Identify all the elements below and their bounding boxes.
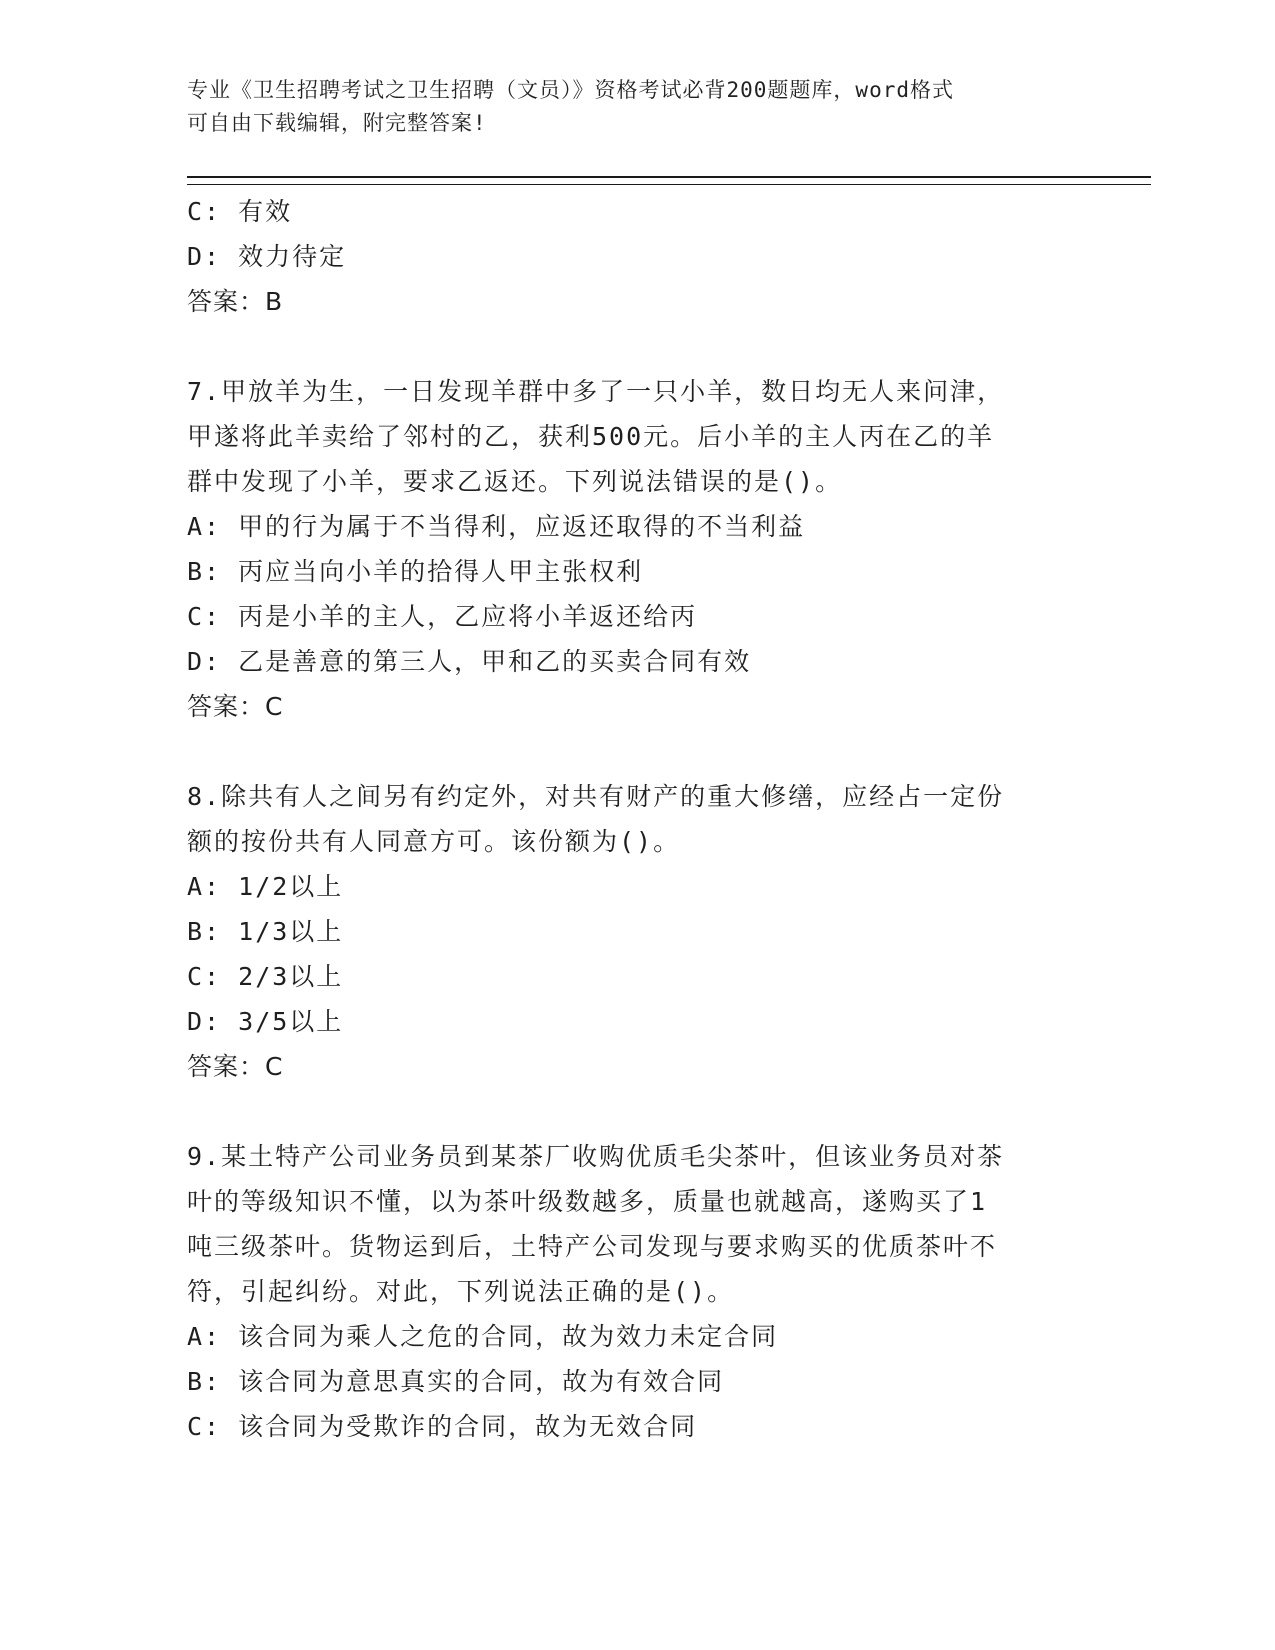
- answer-line: 答案：C: [187, 1052, 284, 1081]
- option-d: D: 乙是善意的第三人，甲和乙的买卖合同有效: [187, 647, 752, 676]
- question-stem-line: 叶的等级知识不懂，以为茶叶级数越多，质量也就越高，遂购买了1: [187, 1187, 988, 1216]
- question-stem-line: 吨三级茶叶。货物运到后，土特产公司发现与要求购买的优质茶叶不: [187, 1232, 998, 1261]
- option-b: B: 丙应当向小羊的拾得人甲主张权利: [187, 557, 644, 586]
- option-a: A: 该合同为乘人之危的合同，故为效力未定合同: [187, 1322, 779, 1351]
- header-divider: [187, 176, 1151, 185]
- option-d: D: 效力待定: [187, 242, 347, 271]
- page-header: [187, 74, 1067, 140]
- question-7: [187, 369, 1067, 729]
- answer-line: 答案：B: [187, 287, 284, 316]
- option-c: C: 丙是小羊的主人，乙应将小羊返还给丙: [187, 602, 698, 631]
- option-b: B: 该合同为意思真实的合同，故为有效合同: [187, 1367, 725, 1396]
- option-a: A: 甲的行为属于不当得利，应返还取得的不当利益: [187, 512, 806, 541]
- question-stem-line: 群中发现了小羊，要求乙返还。下列说法错误的是()。: [187, 467, 843, 496]
- question-8: [187, 774, 1067, 1089]
- header-title-line-1: 专业《卫生招聘考试之卫生招聘（文员）》资格考试必背200题题库，word格式: [187, 78, 954, 102]
- option-a: A: 1/2以上: [187, 872, 344, 901]
- question-stem-line: 7.甲放羊为生，一日发现羊群中多了一只小羊，数日均无人来问津，: [187, 377, 1005, 406]
- question-stem-line: 额的按份共有人同意方可。该份额为()。: [187, 827, 681, 856]
- option-c: C: 2/3以上: [187, 962, 344, 991]
- option-c: C: 该合同为受欺诈的合同，故为无效合同: [187, 1412, 698, 1441]
- header-title-line-2: 可自由下载编辑，附完整答案!: [187, 111, 487, 135]
- question-stem-line: 8.除共有人之间另有约定外，对共有财产的重大修缮，应经占一定份: [187, 782, 1005, 811]
- option-d: D: 3/5以上: [187, 1007, 344, 1036]
- question-6-tail: [187, 189, 1067, 324]
- question-content: [187, 189, 1067, 1449]
- option-b: B: 1/3以上: [187, 917, 344, 946]
- question-stem-line: 甲遂将此羊卖给了邻村的乙，获利500元。后小羊的主人丙在乙的羊: [187, 422, 995, 451]
- question-stem-line: 9.某土特产公司业务员到某茶厂收购优质毛尖茶叶，但该业务员对茶: [187, 1142, 1005, 1171]
- option-c: C: 有效: [187, 197, 293, 226]
- question-9: [187, 1134, 1067, 1449]
- answer-line: 答案：C: [187, 692, 284, 721]
- question-stem-line: 符，引起纠纷。对此，下列说法正确的是()。: [187, 1277, 735, 1306]
